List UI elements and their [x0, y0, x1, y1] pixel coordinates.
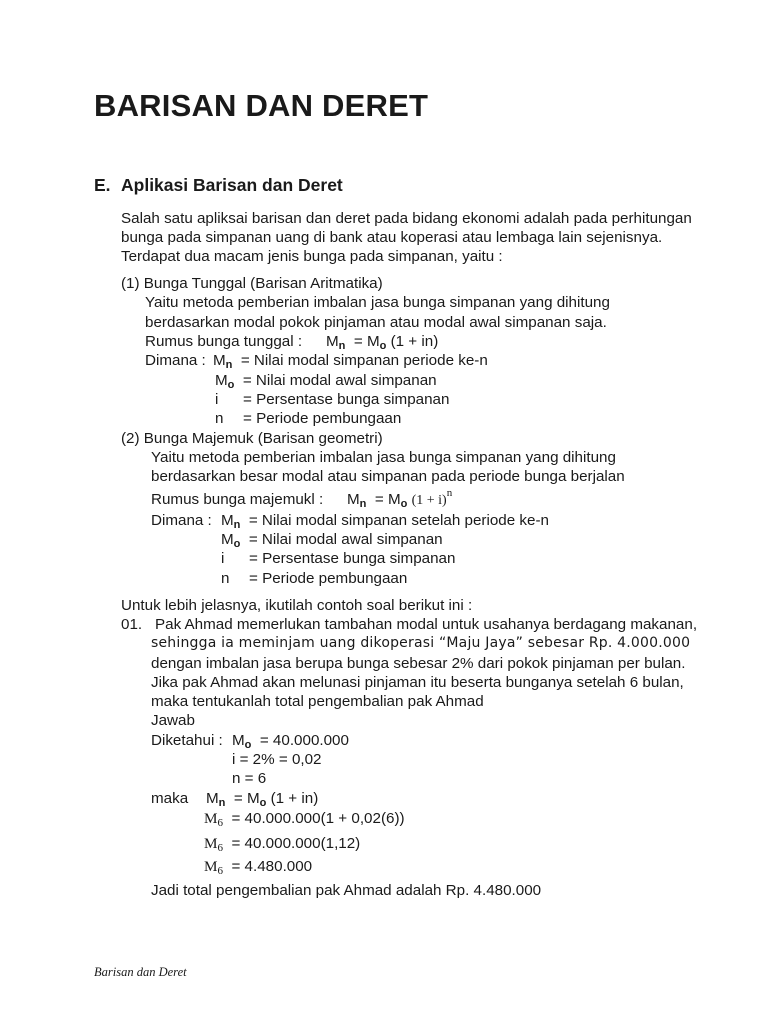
tunggal-desc-2: berdasarkan modal pokok pinjaman atau modal awal simpanan saja.: [145, 314, 607, 331]
tunggal-def-mn: $M_n$ = Nilai modal simpanan periode ke-n: [213, 352, 488, 371]
tunggal-formula: $M_n = M_o$ (1 + in): [326, 333, 439, 352]
tunggal-dimana: Dimana :: [145, 352, 206, 369]
contoh-number: 01.: [121, 616, 143, 633]
maka-formula: $M_n = M_o$ (1 + in): [206, 790, 319, 809]
step-2: $M_6 = 40.000.000(1,12)$: [204, 835, 361, 854]
majemuk-desc-1: Yaitu metoda pemberian imbalan jasa bunga simpanan yang dihitung: [151, 449, 616, 466]
majemuk-def-n: n = Periode pembungaan: [221, 570, 408, 587]
majemuk-def-mn: $M_n$ = Nilai modal simpanan setelah periode ke-n: [221, 512, 549, 531]
section-title: Aplikasi Barisan dan Deret: [121, 175, 343, 195]
maka-label: maka: [151, 790, 189, 807]
majemuk-rumus-label: Rumus bunga majemukl :: [151, 491, 324, 508]
tunggal-desc-1: Yaitu metoda pemberian imbalan jasa bunga simpanan yang dihitung: [145, 294, 610, 311]
tunggal-def-n: n = Periode pembungaan: [215, 410, 402, 427]
contoh-line-5: maka tentukanlah total pengembalian pak Ahmad: [151, 693, 484, 710]
intro-line-2: bunga pada simpanan uang di bank atau koperasi atau lembaga lain sejenisnya.: [121, 229, 663, 246]
tunggal-def-i: i = Persentase bunga simpanan: [215, 391, 450, 408]
intro-line-1: Salah satu apliksai barisan dan deret pada bidang ekonomi adalah pada perhitungan: [121, 210, 692, 227]
page-footer: Barisan dan Deret: [94, 965, 187, 979]
section-number: E.: [94, 175, 111, 195]
majemuk-def-mo: $M_o$ = Nilai modal awal simpanan: [221, 531, 443, 550]
diketahui-mo: $M_o = 40.000.000$: [232, 732, 349, 751]
conclusion: Jadi total pengembalian pak Ahmad adalah Rp. 4.480.000: [151, 882, 542, 899]
contoh-line-2: sehingga ia meminjam uang dikoperasi “Maju Jaya” sebesar Rp. 4.000.000: [151, 635, 691, 651]
page-title: BARISAN DAN DERET: [94, 88, 429, 123]
diketahui-i: i = 2% = 0,02: [232, 751, 322, 768]
contoh-line-3: dengan imbalan jasa berupa bunga sebesar 2% dari pokok pinjaman per bulan.: [151, 655, 686, 672]
majemuk-heading: (2) Bunga Majemuk (Barisan geometri): [121, 430, 383, 447]
step-1: $M_6 = 40.000.000(1 + 0,02(6))$: [204, 810, 405, 829]
diketahui-n: n = 6: [232, 770, 267, 787]
tunggal-rumus-label: Rumus bunga tunggal :: [145, 333, 303, 350]
contoh-lead: Untuk lebih jelasnya, ikutilah contoh soal berikut ini :: [121, 597, 473, 614]
contoh-jawab: Jawab: [151, 712, 195, 729]
diketahui-label: Diketahui :: [151, 732, 223, 749]
tunggal-def-mo: $M_o$ = Nilai modal awal simpanan: [215, 372, 437, 391]
tunggal-heading: (1) Bunga Tunggal (Barisan Aritmatika): [121, 275, 383, 292]
majemuk-dimana: Dimana :: [151, 512, 212, 529]
contoh-line-1: Pak Ahmad memerlukan tambahan modal untuk usahanya berdagang makanan,: [155, 616, 698, 633]
step-3: $M_6 = 4.480.000$: [204, 858, 313, 877]
majemuk-formula: $M_n = M_o$ $(1 + i)^n$: [347, 487, 453, 510]
section-heading: [94, 175, 343, 196]
intro-line-3: Terdapat dua macam jenis bunga pada simpanan, yaitu :: [121, 248, 503, 265]
contoh-line-4: Jika pak Ahmad akan melunasi pinjaman itu beserta bunganya setelah 6 bulan,: [151, 674, 684, 691]
majemuk-desc-2: berdasarkan besar modal atau simpanan pada periode bunga berjalan: [151, 468, 625, 485]
majemuk-def-i: i = Persentase bunga simpanan: [221, 550, 456, 567]
